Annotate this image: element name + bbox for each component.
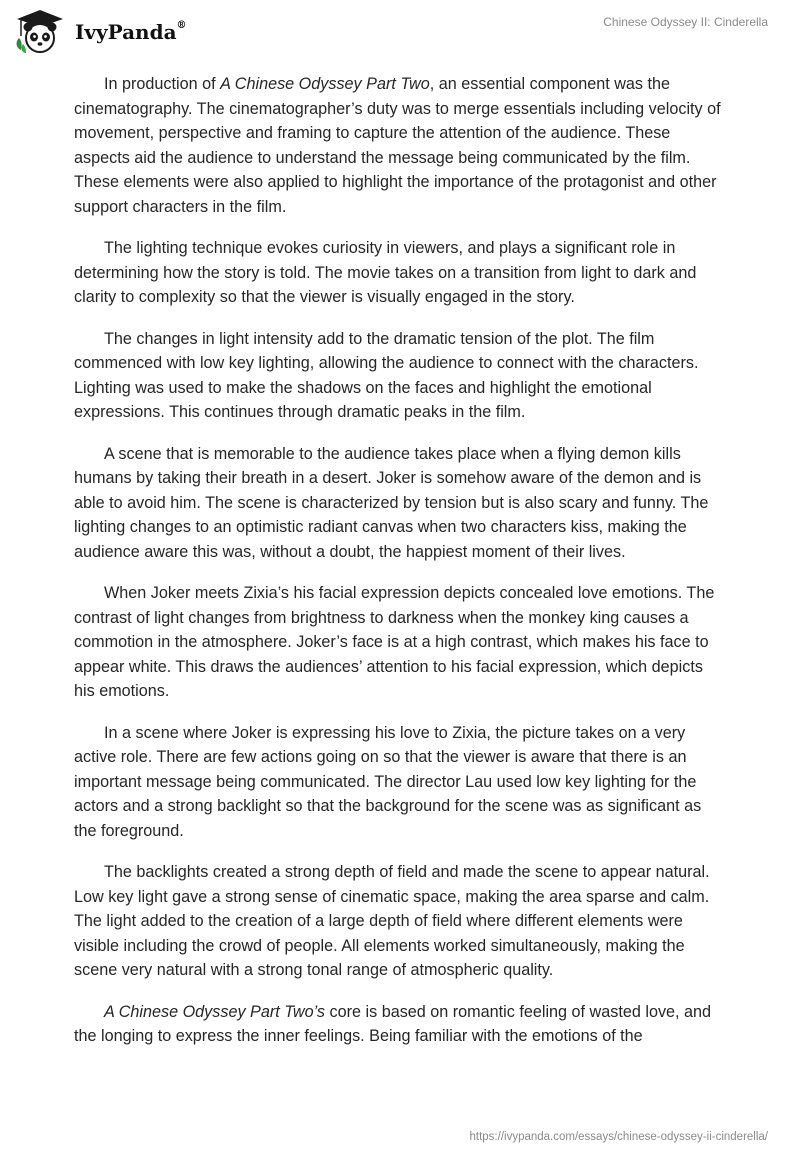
ivypanda-logo[interactable] [13, 8, 223, 58]
source-url[interactable]: https://ivypanda.com/essays/chinese-odyssey-ii-cinderella/ [469, 1131, 768, 1143]
essay-body [74, 72, 726, 1066]
paragraph: The changes in light intensity add to the dramatic tension of the plot. The film commenced with low key lighting, allowing the audience to connect with the characters. Lighting was used to make the shadows on the faces and highlight the emotional expressions. This continues through dramatic peaks in the film. [74, 329, 699, 421]
page-header [0, 0, 800, 66]
paragraph: In a scene where Joker is expressing his love to Zixia, the picture takes on a very active role. There are few actions going on so that the viewer is aware that there is an important message being communicated. The director Lau used low key lighting for the actors and a strong backlight so that the background for the scene was as significant as the foreground. [74, 723, 702, 840]
paragraph: The lighting technique evokes curiosity in viewers, and plays a significant role in determining how the story is told. The movie takes on a transition from light to dark and clarity to complexity so that the viewer is visually engaged in the story. [74, 239, 697, 306]
panda-graduate-icon [13, 8, 67, 54]
paragraph: The backlights created a strong depth of field and made the scene to appear natural. Low key light gave a strong sense of cinematic space, making the area sparse and calm. The light added to the creation of a large depth of field where different elements were visible including the crowd of people. All elements worked simultaneously, making the scene very natural with a strong tonal range of atmospheric quality. [74, 863, 710, 979]
brand-name: IvyPanda® [75, 20, 187, 44]
paragraph: A scene that is memorable to the audience takes place when a flying demon kills humans by taking their breath in a desert. Joker is somehow aware of the demon and is able to avoid him. The scene is characterized by tension but is also scary and funny. The lighting changes to an optimistic radiant canvas when two characters kiss, making the audience aware this was, without a doubt, the happiest moment of their lives. [74, 444, 709, 561]
paragraph: A Chinese Odyssey Part Two’s core is based on romantic feeling of wasted love, and the longing to express the inner feelings. Being familiar with the emotions of the [74, 1002, 712, 1045]
document-title: Chinese Odyssey II: Cinderella [603, 15, 768, 29]
paragraph: When Joker meets Zixia’s his facial expression depicts concealed love emotions. The contrast of light changes from brightness to darkness when the monkey king causes a commotion in the atmosphere. Joker’s face is at a high contrast, which makes his face to appear white. This draws the audiences’ attention to his facial expression, which depicts his emotions. [74, 584, 715, 700]
paragraph: In production of A Chinese Odyssey Part Two, an essential component was the cinematography. The cinematographer’s duty was to merge essentials including velocity of movement, perspective and framing to capture the attention of the audience. These aspects aid the audience to understand the message being communicated by the film. These elements were also applied to highlight the importance of the protagonist and other support characters in the film. [74, 75, 721, 216]
